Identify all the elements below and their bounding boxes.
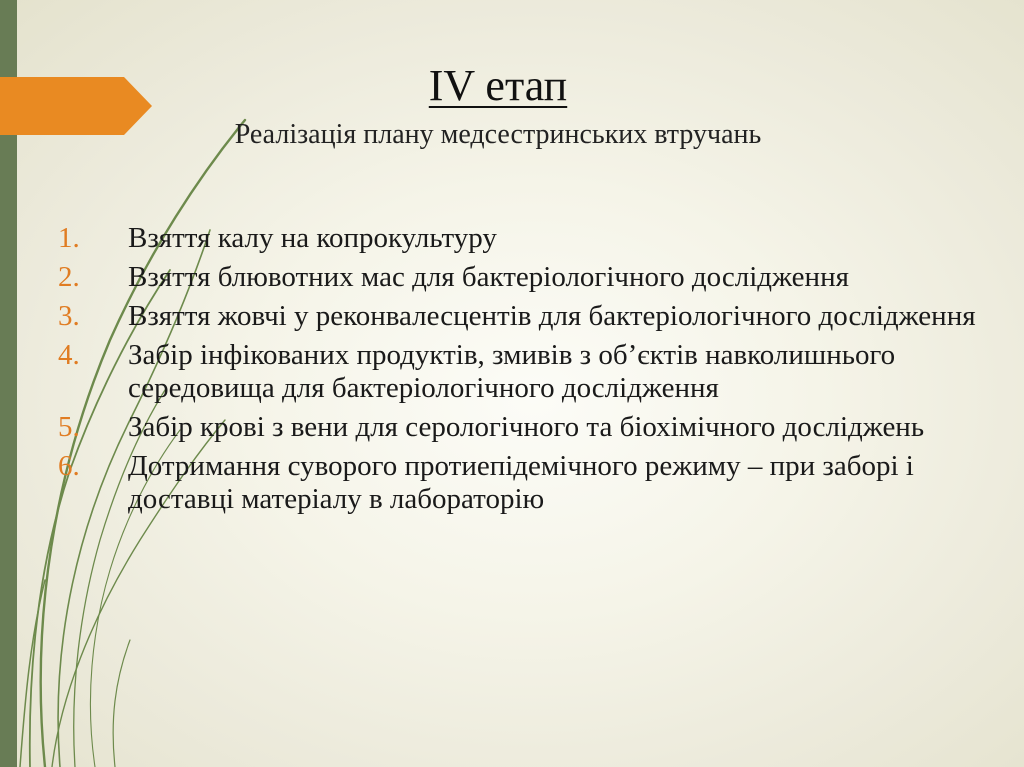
list-number: 1. bbox=[58, 222, 80, 254]
list-number: 5. bbox=[58, 411, 80, 443]
list-item-text: Дотримання суворого протиепідемічного режиму – при заборі і доставці матеріалу в лабораторію bbox=[128, 450, 914, 515]
list-number: 4. bbox=[58, 339, 80, 371]
list-item-text: Забір крові з вени для серологічного та біохімічного досліджень bbox=[128, 411, 925, 443]
slide-subtitle: Реалізація плану медсестринських втручань bbox=[234, 119, 762, 150]
list-number: 2. bbox=[58, 261, 80, 293]
steps-list bbox=[58, 222, 978, 522]
list-number: 6. bbox=[58, 450, 80, 482]
list-item bbox=[58, 411, 978, 444]
list-item-text: Взяття блювотних мас для бактеріологічного дослідження bbox=[128, 261, 849, 293]
list-item bbox=[58, 450, 978, 516]
list-item bbox=[58, 300, 978, 333]
list-item-text: Взяття жовчі у реконвалесцентів для бактеріологічного дослідження bbox=[128, 300, 976, 332]
list-item bbox=[58, 261, 978, 294]
list-item bbox=[58, 339, 978, 405]
list-item-text: Взяття калу на копрокультуру bbox=[128, 222, 497, 254]
list-number: 3. bbox=[58, 300, 80, 332]
slide-title: IV етап bbox=[428, 61, 568, 110]
list-item bbox=[58, 222, 978, 255]
list-item-text: Забір інфікованих продуктів, змивів з об’єктів навколишнього середовища для бактеріологічного дослідження bbox=[128, 339, 896, 404]
